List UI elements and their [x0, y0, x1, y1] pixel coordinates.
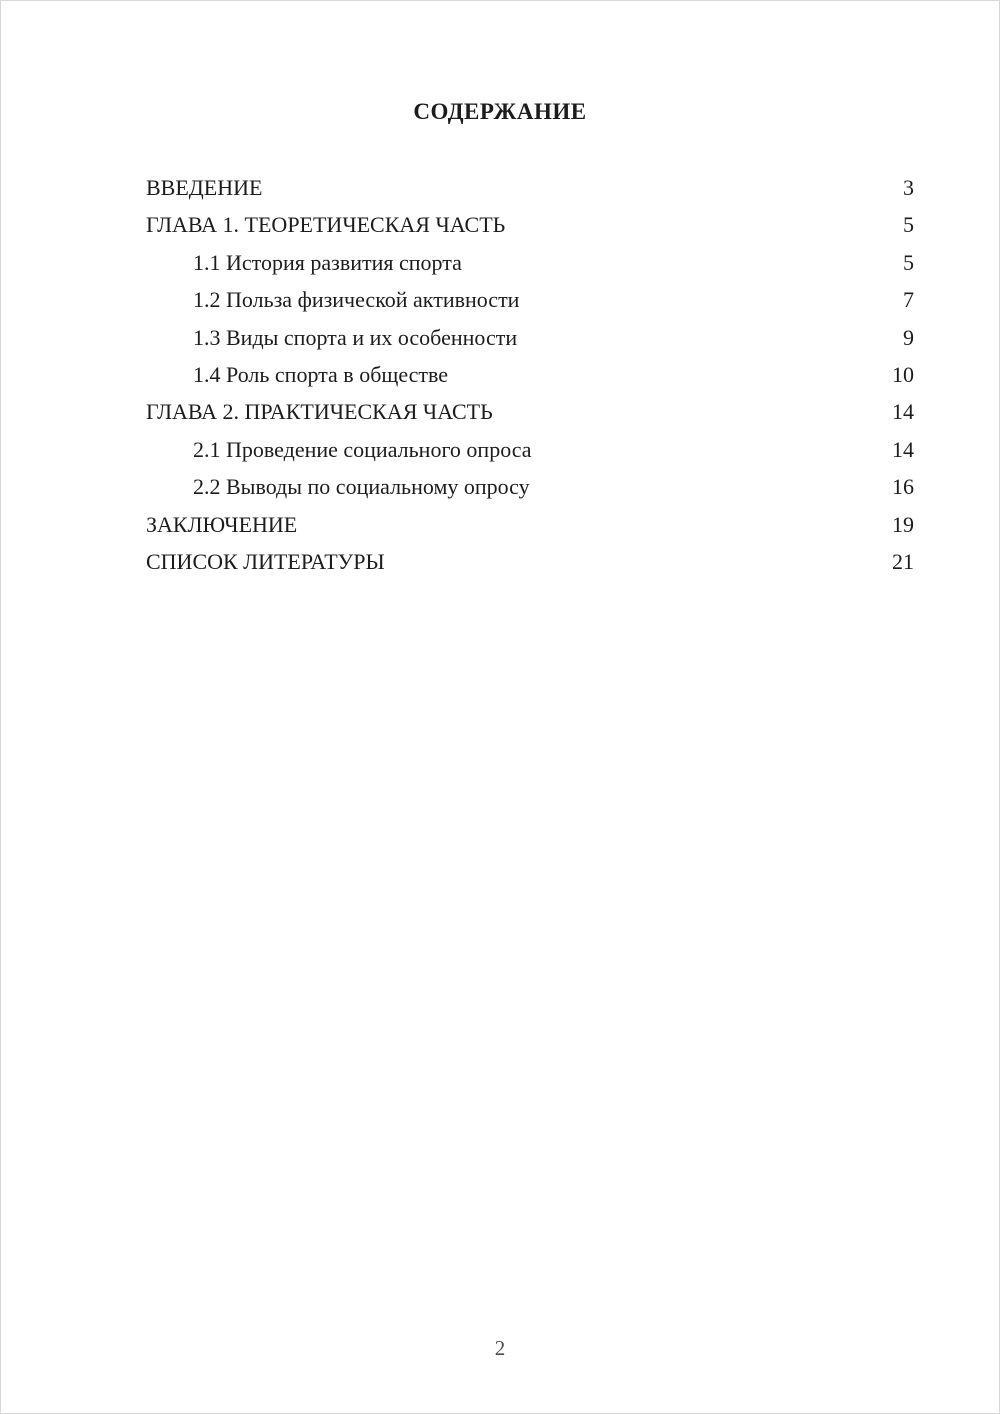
toc-entry-label: 1.1 История развития спорта: [193, 249, 462, 275]
toc-row: [146, 169, 914, 206]
toc-entry-page-number: 14: [892, 436, 914, 462]
toc-entry-label: 1.2 Польза физической активности: [193, 287, 520, 313]
toc-row: [146, 468, 914, 505]
toc-entry-page-number: 3: [903, 175, 914, 200]
toc-entry-label: ЗАКЛЮЧЕНИЕ: [146, 511, 298, 537]
toc-list: [1, 169, 999, 580]
toc-entry-page-number: 7: [903, 287, 914, 313]
toc-row: [146, 431, 914, 468]
toc-entry-label: ГЛАВА 1. ТЕОРЕТИЧЕСКАЯ ЧАСТЬ: [146, 212, 506, 238]
toc-row: [146, 543, 914, 580]
toc-entry-page-number: 10: [892, 362, 914, 388]
toc-entry-page-number: 5: [903, 249, 914, 275]
toc-entry-label: 1.3 Виды спорта и их особенности: [193, 324, 518, 350]
toc-row: [146, 356, 914, 393]
toc-row: [146, 281, 914, 318]
toc-entry-page-number: 9: [903, 324, 914, 350]
toc-row: [146, 244, 914, 281]
footer-page-number: 2: [494, 1336, 506, 1360]
toc-entry-label: 1.4 Роль спорта в обществе: [193, 362, 449, 388]
toc-entry-page-number: 14: [892, 399, 914, 425]
toc-entry-page-number: 5: [903, 212, 914, 238]
toc-entry-label: 2.1 Проведение социального опроса: [193, 436, 532, 462]
toc-entry-label: СПИСОК ЛИТЕРАТУРЫ: [146, 549, 385, 575]
toc-row: [146, 319, 914, 356]
toc-entry-label: ВВЕДЕНИЕ: [146, 175, 263, 200]
toc-title: СОДЕРЖАНИЕ: [413, 99, 587, 124]
toc-entry-page-number: 19: [892, 511, 914, 537]
toc-entry-label: 2.2 Выводы по социальному опросу: [193, 474, 530, 500]
toc-entry-label: ГЛАВА 2. ПРАКТИЧЕСКАЯ ЧАСТЬ: [146, 399, 493, 425]
toc-row: [146, 393, 914, 430]
toc-row: [146, 506, 914, 543]
toc-row: [146, 206, 914, 243]
toc-entry-page-number: 16: [892, 474, 914, 500]
toc-entry-page-number: 21: [892, 549, 914, 575]
